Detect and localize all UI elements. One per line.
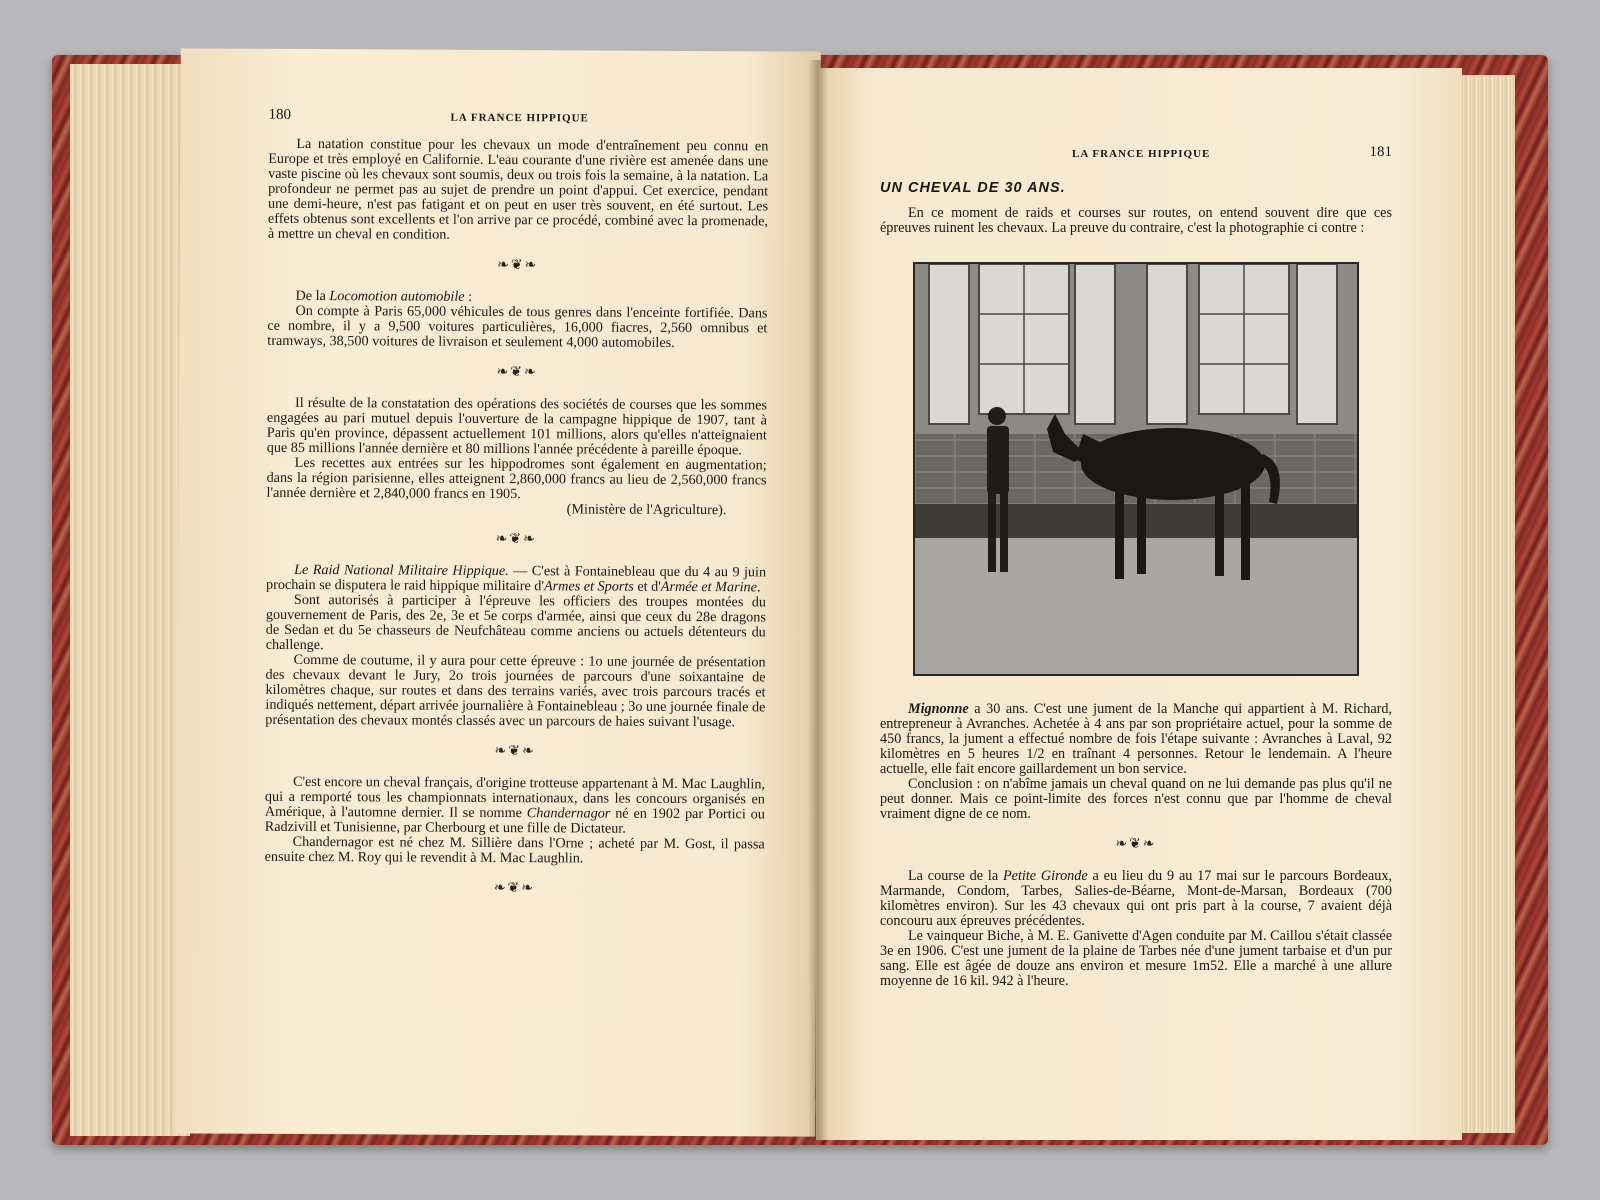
page-number: 180 <box>268 106 292 123</box>
paragraph-conclusion: Conclusion : on n'abîme jamais un cheval quand on ne lui demande pas plus qu'il ne peut donner. Mais ce point-limite des forces n'est connu que par l'homme de cheval vraiment digne de ce nom. <box>880 776 1392 822</box>
running-head: LA FRANCE HIPPIQUE <box>450 111 589 125</box>
text: a 30 ans. C'est une jument de la Manche qui appartient à M. Richard, entrepreneur à Avranches. Achetée à 4 ans par son propriétaire actuel, pour la somme de 450 francs, la jument a effectué nombre de fois l'étape suivante : Avranches à Laval, 92 kilomètres en 5 heures 1/2 en traînant 4 personnes. Retour le lendemain. A l'heure actuelle, elle fait encore gaillardement un bon service. <box>880 701 1392 777</box>
paragraph-mignonne <box>880 702 1392 777</box>
paragraph-natation: La natation constitue pour les chevaux un mode d'entraînement peu connu en Europe et très employé en Californie. L'eau courante d'une rivière est amenée dans une vaste piscine où les chevaux sont soumis, deux ou trois fois la semaine, à la natation. La profondeur ne permet pas au sujet de prendre un point d'appui. Cet exercice, pendant une demi-heure, n'est pas fatigant et on peut en user très souvent, en été surtout. Les effets obtenus sont excellents et l'on arrive par ce procédé, combiné avec la promenade, à mettre un cheval en condition. <box>267 135 769 243</box>
ornament-divider: ❧❦❧ <box>1115 837 1157 852</box>
right-page-edges <box>1455 75 1515 1133</box>
book-gutter-shadow <box>808 60 828 1140</box>
left-page <box>175 48 821 1136</box>
italic-text: Petite Gironde <box>1002 868 1088 884</box>
text: a eu lieu du 9 au 17 mai sur le parcours Bordeaux, Marmande, Condom, Tarbes, Salies-de-Béarne, Mont-de-Marsan, Bordeaux (700 kilomètres environ). Sur les 43 chevaux qui ont pris part à la course, 7 avaient déjà concouru aux épreuves précédentes. <box>880 868 1392 929</box>
text: — C'est à Fontainebleau que du 4 au 9 juin prochain se disputera le raid hippique militaire d' <box>265 563 767 595</box>
text: La course de la <box>908 868 1003 884</box>
paragraph-recettes: Les recettes aux entrées sur les hippodromes sont également en augmentation; dans la région parisienne, elles atteignent 2,860,000 francs au lieu de 2,560,000 francs l'année dernière et 2,840,000 francs en 1905. <box>266 454 767 503</box>
right-page <box>816 68 1462 1140</box>
right-page-text-block <box>880 144 1392 989</box>
source-note: (Ministère de l'Agriculture). <box>566 501 727 519</box>
italic-text: Armes et Sports <box>543 578 634 595</box>
paragraph-vainqueur: Le vainqueur Biche, à M. E. Ganivette d'Agen conduite par M. Caillou s'était classée 3e en 1906. C'est une jument de la plaine de Tarbes née d'une jument tarbaise et d'un pur sang. Elle est âgée de douze ans environ et mesure 1m52. Elle a marché à une allure moyenne de 16 kil. 942 à l'heure. <box>880 928 1392 989</box>
horse-photograph <box>913 262 1359 676</box>
running-head: LA FRANCE HIPPIQUE <box>1072 148 1211 160</box>
paragraph-coutume: Comme de coutume, il y aura pour cette épreuve : 1o une journée de présentation des chevaux devant le Jury, 2o trois journées de parcours d'une soixantaine de kilomètres chaque, sur routes et dans des terrains variés, avec trois parcours tracés et indiqués nettement, départ arrivée journalière à Fontainebleau ; 3o une journée finale de présentation des chevaux montés classés avec un parcours de haies suivant l'usage. <box>265 651 766 731</box>
italic-text: Locomotion automobile <box>329 288 465 305</box>
text: né en 1902 par Portici ou Radzivill et Tunisienne, par Cherbourg et une fille de Dictateur. <box>264 805 765 837</box>
horse-photograph-drawing <box>915 264 1357 674</box>
ornament-divider: ❧❦❧ <box>497 257 539 274</box>
ornament-divider: ❧❦❧ <box>493 880 536 897</box>
paragraph-pari-mutuel: Il résulte de la constatation des opérations des sociétés de courses que les sommes engagées au pari mutuel depuis l'ouverture de la campagne hippique de 1907, tant à Paris qu'en province, dépassent actuellement 101 millions, alors qu'elles n'atteignaient que 85 millions l'année dernière et 80 millions l'année précédente à pareille époque. <box>266 394 768 459</box>
left-page-edges <box>70 64 190 1136</box>
text: et d' <box>633 578 661 595</box>
paragraph-raid <box>266 563 766 596</box>
paragraph-intro: En ce moment de raids et courses sur routes, on entend souvent dire que ces épreuves ruinent les chevaux. La preuve du contraire, c'est la photographie ci contre : <box>880 205 1392 236</box>
text: De la <box>295 287 330 305</box>
right-page-header <box>880 144 1392 174</box>
paragraph-chandernagor-2: Chandernagor est né chez M. Sillière dans l'Orne ; acheté par M. Gost, il passa ensuite chez M. Roy qui le revendit à M. Mac Laughlin. <box>264 833 765 867</box>
ornament-divider: ❧❦❧ <box>495 531 537 548</box>
italic-text: Le Raid National Militaire Hippique. <box>294 561 509 580</box>
paragraph-autorises: Sont autorisés à participer à l'épreuve les officiers des troupes montées du gouvernement de Paris, des 2e, 3e et 5e corps d'armée, ainsi que ceux du 28e dragons de Sedan et du 5e chasseurs de Neufchâteau comme anciens ou actuels détenteurs du challenge. <box>265 591 766 654</box>
ornament-divider: ❧❦❧ <box>494 743 536 760</box>
paragraph-locomotion: On compte à Paris 65,000 véhicules de tous genres dans l'enceinte fortifiée. Dans ce nombre, il y a 9,500 voitures particulières, 16,000 fiacres, 2,560 omnibus et tramways, 38,500 voitures de livraison et seulement 4,000 automobiles. <box>267 302 768 351</box>
text: : <box>464 288 473 305</box>
page-number: 181 <box>1369 144 1392 160</box>
italic-text: Armée et Marine <box>660 578 758 596</box>
horse-name: Mignonne <box>908 701 969 717</box>
text: C'est encore un cheval français, d'origine trotteuse appartenant à M. Mac Laughlin, qui a remporté tous les championnats internationaux, dans les concours organisés en Amérique, à l'automne dernier. Il se nomme <box>264 773 766 822</box>
paragraph-chandernagor <box>265 775 765 838</box>
text: . <box>756 579 761 596</box>
italic-text: Chandernagor <box>526 805 611 822</box>
paragraph-petite-gironde <box>880 869 1392 929</box>
left-page-header <box>268 107 768 140</box>
left-page-text-block <box>264 107 768 915</box>
ornament-divider: ❧❦❧ <box>496 364 538 381</box>
article-title: UN CHEVAL DE 30 ANS. <box>880 180 1066 196</box>
